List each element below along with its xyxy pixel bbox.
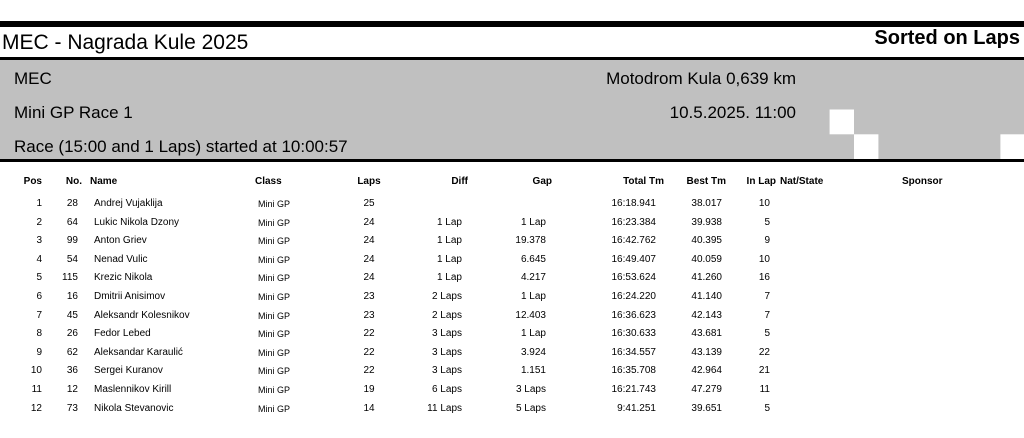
col-name: Name <box>90 176 118 187</box>
cell-gap: 1 Lap <box>520 216 546 228</box>
cell-class: Mini GP <box>258 236 291 247</box>
cell-total-time: 16:30.633 <box>611 328 656 340</box>
cell-total-time: 16:18.941 <box>611 198 656 209</box>
cell-gap: 1.151 <box>520 365 546 377</box>
col-no: No. <box>65 176 82 187</box>
cell-class: Mini GP <box>258 384 291 395</box>
cell-total-time: 16:34.557 <box>611 346 656 358</box>
cell-number: 115 <box>62 272 78 284</box>
cell-best-time: 42.143 <box>691 309 722 321</box>
cell-in-lap: 10 <box>758 253 770 265</box>
cell-pos: 12 <box>30 402 42 414</box>
cell-pos: 10 <box>30 365 42 377</box>
col-class: Class <box>255 176 282 187</box>
cell-pos: 6 <box>36 290 42 302</box>
col-sponsor: Sponsor <box>902 176 943 187</box>
cell-total-time: 16:42.762 <box>611 235 656 247</box>
cell-laps: 24 <box>363 216 375 228</box>
table-row <box>0 347 1024 366</box>
cell-pos: 3 <box>36 235 42 247</box>
sort-label: Sorted on Laps <box>874 27 1020 49</box>
cell-diff: 3 Laps <box>431 346 462 358</box>
cell-in-lap: 5 <box>764 216 770 228</box>
cell-total-time: 16:23.384 <box>611 216 656 228</box>
datetime-label: 10.5.2025. 11:00 <box>669 103 796 122</box>
cell-laps: 22 <box>363 328 375 340</box>
table-row <box>0 272 1024 291</box>
col-pos: Pos <box>23 176 42 187</box>
track-label: Motodrom Kula 0,639 km <box>606 69 796 88</box>
cell-class: Mini GP <box>258 329 291 340</box>
cell-laps: 24 <box>363 272 375 284</box>
cell-class: Mini GP <box>258 403 291 414</box>
table-row <box>0 328 1024 347</box>
cell-diff: 1 Lap <box>436 216 462 228</box>
col-gap: Gap <box>532 176 552 187</box>
cell-in-lap: 5 <box>764 402 770 414</box>
col-total-time: Total Tm <box>623 176 664 187</box>
cell-in-lap: 5 <box>764 328 770 340</box>
table-row <box>0 384 1024 403</box>
cell-name: Nenad Vulic <box>94 253 148 265</box>
col-diff: Diff <box>451 176 468 187</box>
cell-gap: 12.403 <box>515 309 546 321</box>
cell-total-time: 16:24.220 <box>611 290 656 302</box>
cell-name: Fedor Lebed <box>94 328 151 340</box>
event-title: MEC - Nagrada Kule 2025 <box>2 31 249 54</box>
table-row <box>0 254 1024 273</box>
cell-name: Nikola Stevanovic <box>94 402 174 414</box>
cell-in-lap: 9 <box>764 235 770 247</box>
cell-diff: 2 Laps <box>431 309 462 321</box>
cell-number: 54 <box>66 253 78 265</box>
cell-best-time: 40.059 <box>691 253 722 265</box>
cell-class: Mini GP <box>258 291 291 302</box>
cell-name: Andrej Vujaklija <box>94 198 163 209</box>
race-header <box>0 57 1024 162</box>
cell-laps: 24 <box>363 235 375 247</box>
cell-diff: 3 Laps <box>431 328 462 340</box>
cell-in-lap: 7 <box>764 290 770 302</box>
cell-diff: 1 Lap <box>436 235 462 247</box>
organizer-label: MEC <box>14 69 52 88</box>
cell-class: Mini GP <box>258 366 291 377</box>
cell-laps: 22 <box>363 365 375 377</box>
results-table-body <box>0 198 1024 421</box>
cell-gap: 19.378 <box>515 235 546 247</box>
cell-gap: 5 Laps <box>515 402 546 414</box>
col-best-time: Best Tm <box>686 176 726 187</box>
cell-laps: 23 <box>363 309 375 321</box>
cell-number: 99 <box>66 235 78 247</box>
cell-best-time: 43.139 <box>691 346 722 358</box>
cell-gap: 3 Laps <box>515 383 546 395</box>
cell-class: Mini GP <box>258 217 291 228</box>
cell-best-time: 40.395 <box>691 235 722 247</box>
cell-gap: 1 Lap <box>520 290 546 302</box>
cell-total-time: 16:36.623 <box>611 309 656 321</box>
cell-gap: 4.217 <box>520 272 546 284</box>
cell-best-time: 38.017 <box>691 198 722 209</box>
cell-name: Aleksandar Karaulić <box>94 346 183 358</box>
table-row <box>0 235 1024 254</box>
cell-best-time: 47.279 <box>691 383 722 395</box>
cell-class: Mini GP <box>258 199 291 209</box>
cell-total-time: 9:41.251 <box>617 402 656 414</box>
cell-in-lap: 21 <box>758 365 770 377</box>
cell-diff: 2 Laps <box>431 290 462 302</box>
cell-gap: 6.645 <box>520 253 546 265</box>
table-row <box>0 310 1024 329</box>
cell-name: Krezic Nikola <box>94 272 153 284</box>
cell-number: 12 <box>66 383 78 395</box>
cell-best-time: 42.964 <box>691 365 722 377</box>
cell-laps: 19 <box>363 383 375 395</box>
cell-number: 26 <box>66 328 78 340</box>
table-row <box>0 217 1024 236</box>
table-row <box>0 198 1024 217</box>
cell-class: Mini GP <box>258 310 291 321</box>
cell-name: Sergei Kuranov <box>94 365 163 377</box>
cell-best-time: 39.651 <box>691 402 722 414</box>
cell-best-time: 39.938 <box>691 216 722 228</box>
cell-class: Mini GP <box>258 273 291 284</box>
col-laps: Laps <box>357 176 381 187</box>
cell-laps: 25 <box>363 198 375 209</box>
cell-in-lap: 7 <box>764 309 770 321</box>
session-label: Mini GP Race 1 <box>14 103 133 122</box>
cell-number: 62 <box>66 346 78 358</box>
cell-number: 16 <box>66 290 78 302</box>
cell-class: Mini GP <box>258 254 291 265</box>
cell-in-lap: 22 <box>758 346 770 358</box>
cell-name: Lukic Nikola Dzony <box>94 216 180 228</box>
cell-number: 64 <box>66 216 78 228</box>
cell-pos: 8 <box>36 328 42 340</box>
cell-in-lap: 16 <box>758 272 770 284</box>
cell-laps: 23 <box>363 290 375 302</box>
col-in-lap: In Lap <box>746 176 776 187</box>
race-info-label: Race (15:00 and 1 Laps) started at 10:00:57 <box>14 137 348 156</box>
cell-name: Maslennikov Kirill <box>94 383 172 395</box>
table-row <box>0 403 1024 422</box>
cell-number: 73 <box>66 402 78 414</box>
cell-diff: 6 Laps <box>431 383 462 395</box>
cell-number: 28 <box>66 198 78 209</box>
cell-pos: 4 <box>36 253 42 265</box>
cell-name: Dmitrii Anisimov <box>94 290 166 302</box>
cell-laps: 24 <box>363 253 375 265</box>
cell-diff: 1 Lap <box>436 272 462 284</box>
cell-gap: 1 Lap <box>520 328 546 340</box>
cell-pos: 2 <box>36 216 42 228</box>
cell-diff: 11 Laps <box>427 402 462 414</box>
cell-best-time: 41.260 <box>691 272 722 284</box>
cell-in-lap: 10 <box>758 198 770 209</box>
cell-name: Aleksandr Kolesnikov <box>94 309 190 321</box>
cell-best-time: 43.681 <box>691 328 722 340</box>
cell-total-time: 16:21.743 <box>611 383 656 395</box>
cell-laps: 14 <box>363 402 375 414</box>
cell-pos: 7 <box>36 309 42 321</box>
cell-pos: 9 <box>36 346 42 358</box>
cell-pos: 5 <box>36 272 42 284</box>
table-row <box>0 365 1024 384</box>
cell-total-time: 16:53.624 <box>611 272 656 284</box>
cell-best-time: 41.140 <box>691 290 722 302</box>
cell-in-lap: 11 <box>759 383 770 395</box>
cell-pos: 11 <box>31 383 42 395</box>
cell-total-time: 16:35.708 <box>611 365 656 377</box>
results-table-header <box>0 176 1024 190</box>
title-row <box>0 27 1024 57</box>
cell-diff: 1 Lap <box>436 253 462 265</box>
cell-total-time: 16:49.407 <box>611 253 656 265</box>
cell-class: Mini GP <box>258 347 291 358</box>
cell-laps: 22 <box>363 346 375 358</box>
cell-name: Anton Griev <box>94 235 147 247</box>
cell-pos: 1 <box>36 198 42 209</box>
cell-number: 36 <box>66 365 78 377</box>
cell-number: 45 <box>66 309 78 321</box>
table-row <box>0 291 1024 310</box>
cell-diff: 3 Laps <box>431 365 462 377</box>
cell-gap: 3.924 <box>520 346 546 358</box>
col-nat-state: Nat/State <box>780 176 824 187</box>
